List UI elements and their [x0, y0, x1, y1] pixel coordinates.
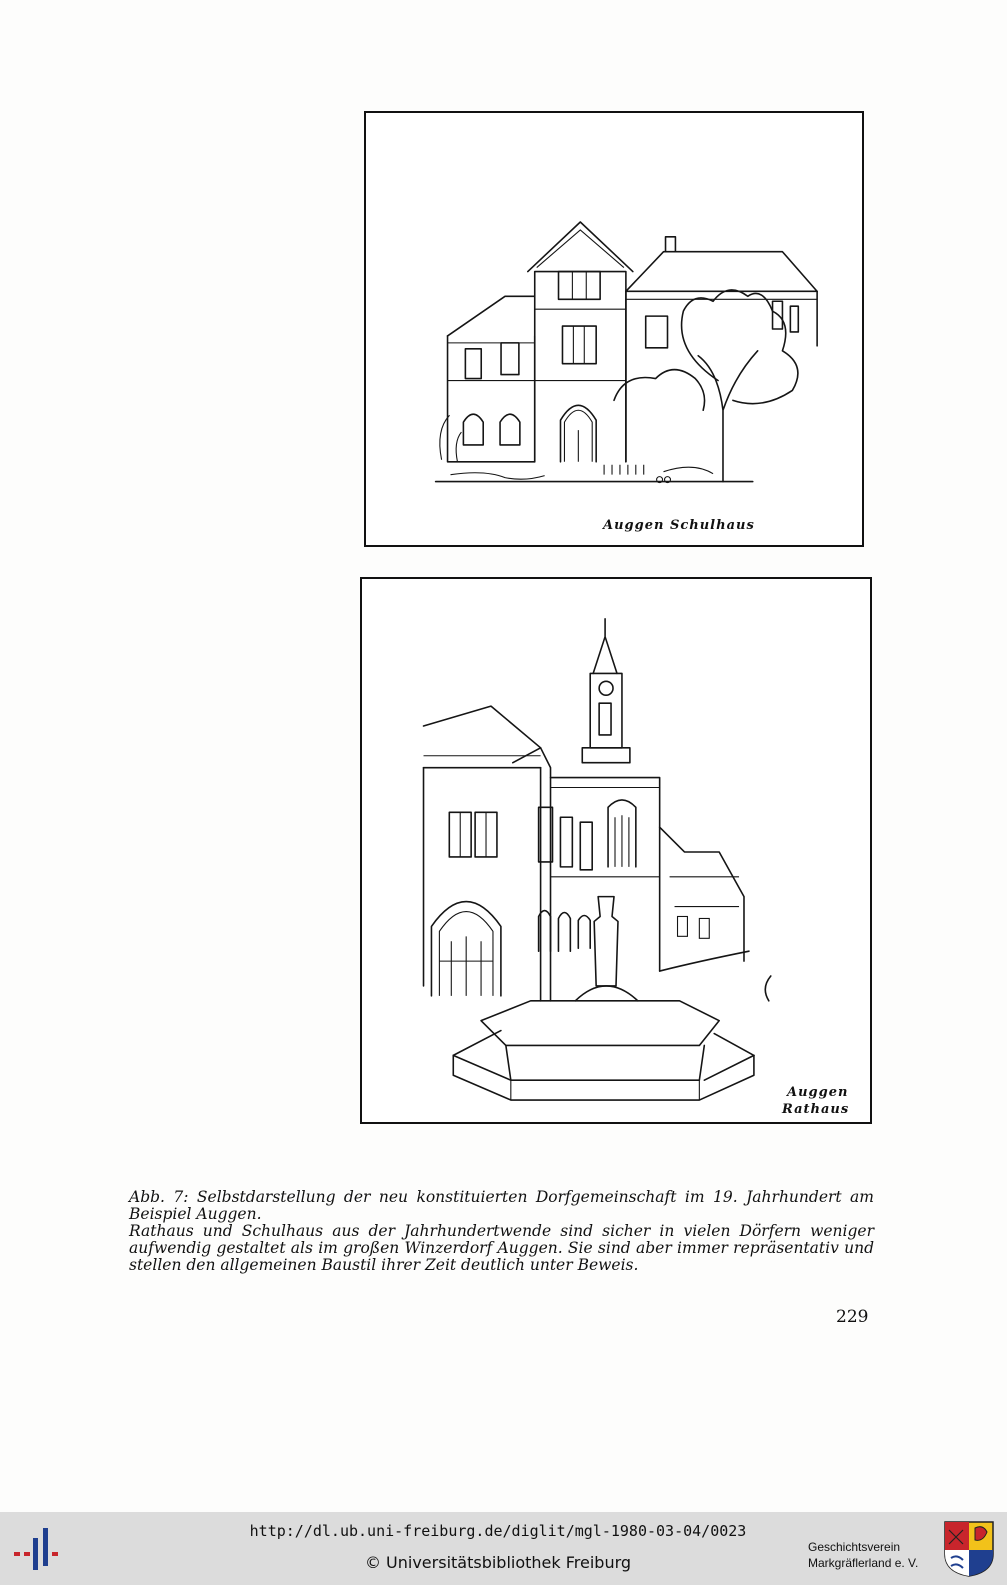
school-figure — [364, 111, 864, 547]
school-sketch-label: Auggen Schulhaus — [603, 518, 755, 533]
markgraeflerland-crest-icon[interactable] — [943, 1520, 995, 1578]
figure-caption — [129, 1189, 874, 1274]
page-number: 229 — [836, 1307, 869, 1327]
town-hall-sketch — [362, 579, 870, 1122]
town-hall-sketch-label-line2: Rathaus — [782, 1102, 850, 1117]
caption-title: Abb. 7: Selbstdarstellung der neu konstituierten Dorfgemeinschaft im 19. Jahrhundert am Beispiel Auggen. — [129, 1188, 874, 1223]
society-name-line1: Geschichtsverein — [808, 1540, 901, 1554]
town-hall-sketch-label-line1: Auggen — [787, 1085, 849, 1100]
school-sketch — [366, 113, 862, 545]
town-hall-figure — [360, 577, 872, 1124]
caption-body: Rathaus und Schulhaus aus der Jahrhundertwende sind sicher in vielen Dörfern weniger aufwendig gestaltet als im großen Winzerdorf Auggen. Sie sind aber immer repräsentativ und stellen den allgemeinen Baustil ihrer Zeit deutlich unter Beweis. — [129, 1222, 874, 1274]
footer-bar — [0, 1512, 1007, 1585]
ub-freiburg-logo-icon[interactable] — [14, 1524, 64, 1574]
society-name-line2: Markgräflerland e. V. — [808, 1556, 919, 1570]
copyright-notice: © Universitätsbibliothek Freiburg — [364, 1553, 632, 1572]
document-url-link[interactable]: http://dl.ub.uni-freiburg.de/diglit/mgl-1980-03-04/0023 — [249, 1522, 747, 1540]
society-name — [808, 1539, 936, 1571]
